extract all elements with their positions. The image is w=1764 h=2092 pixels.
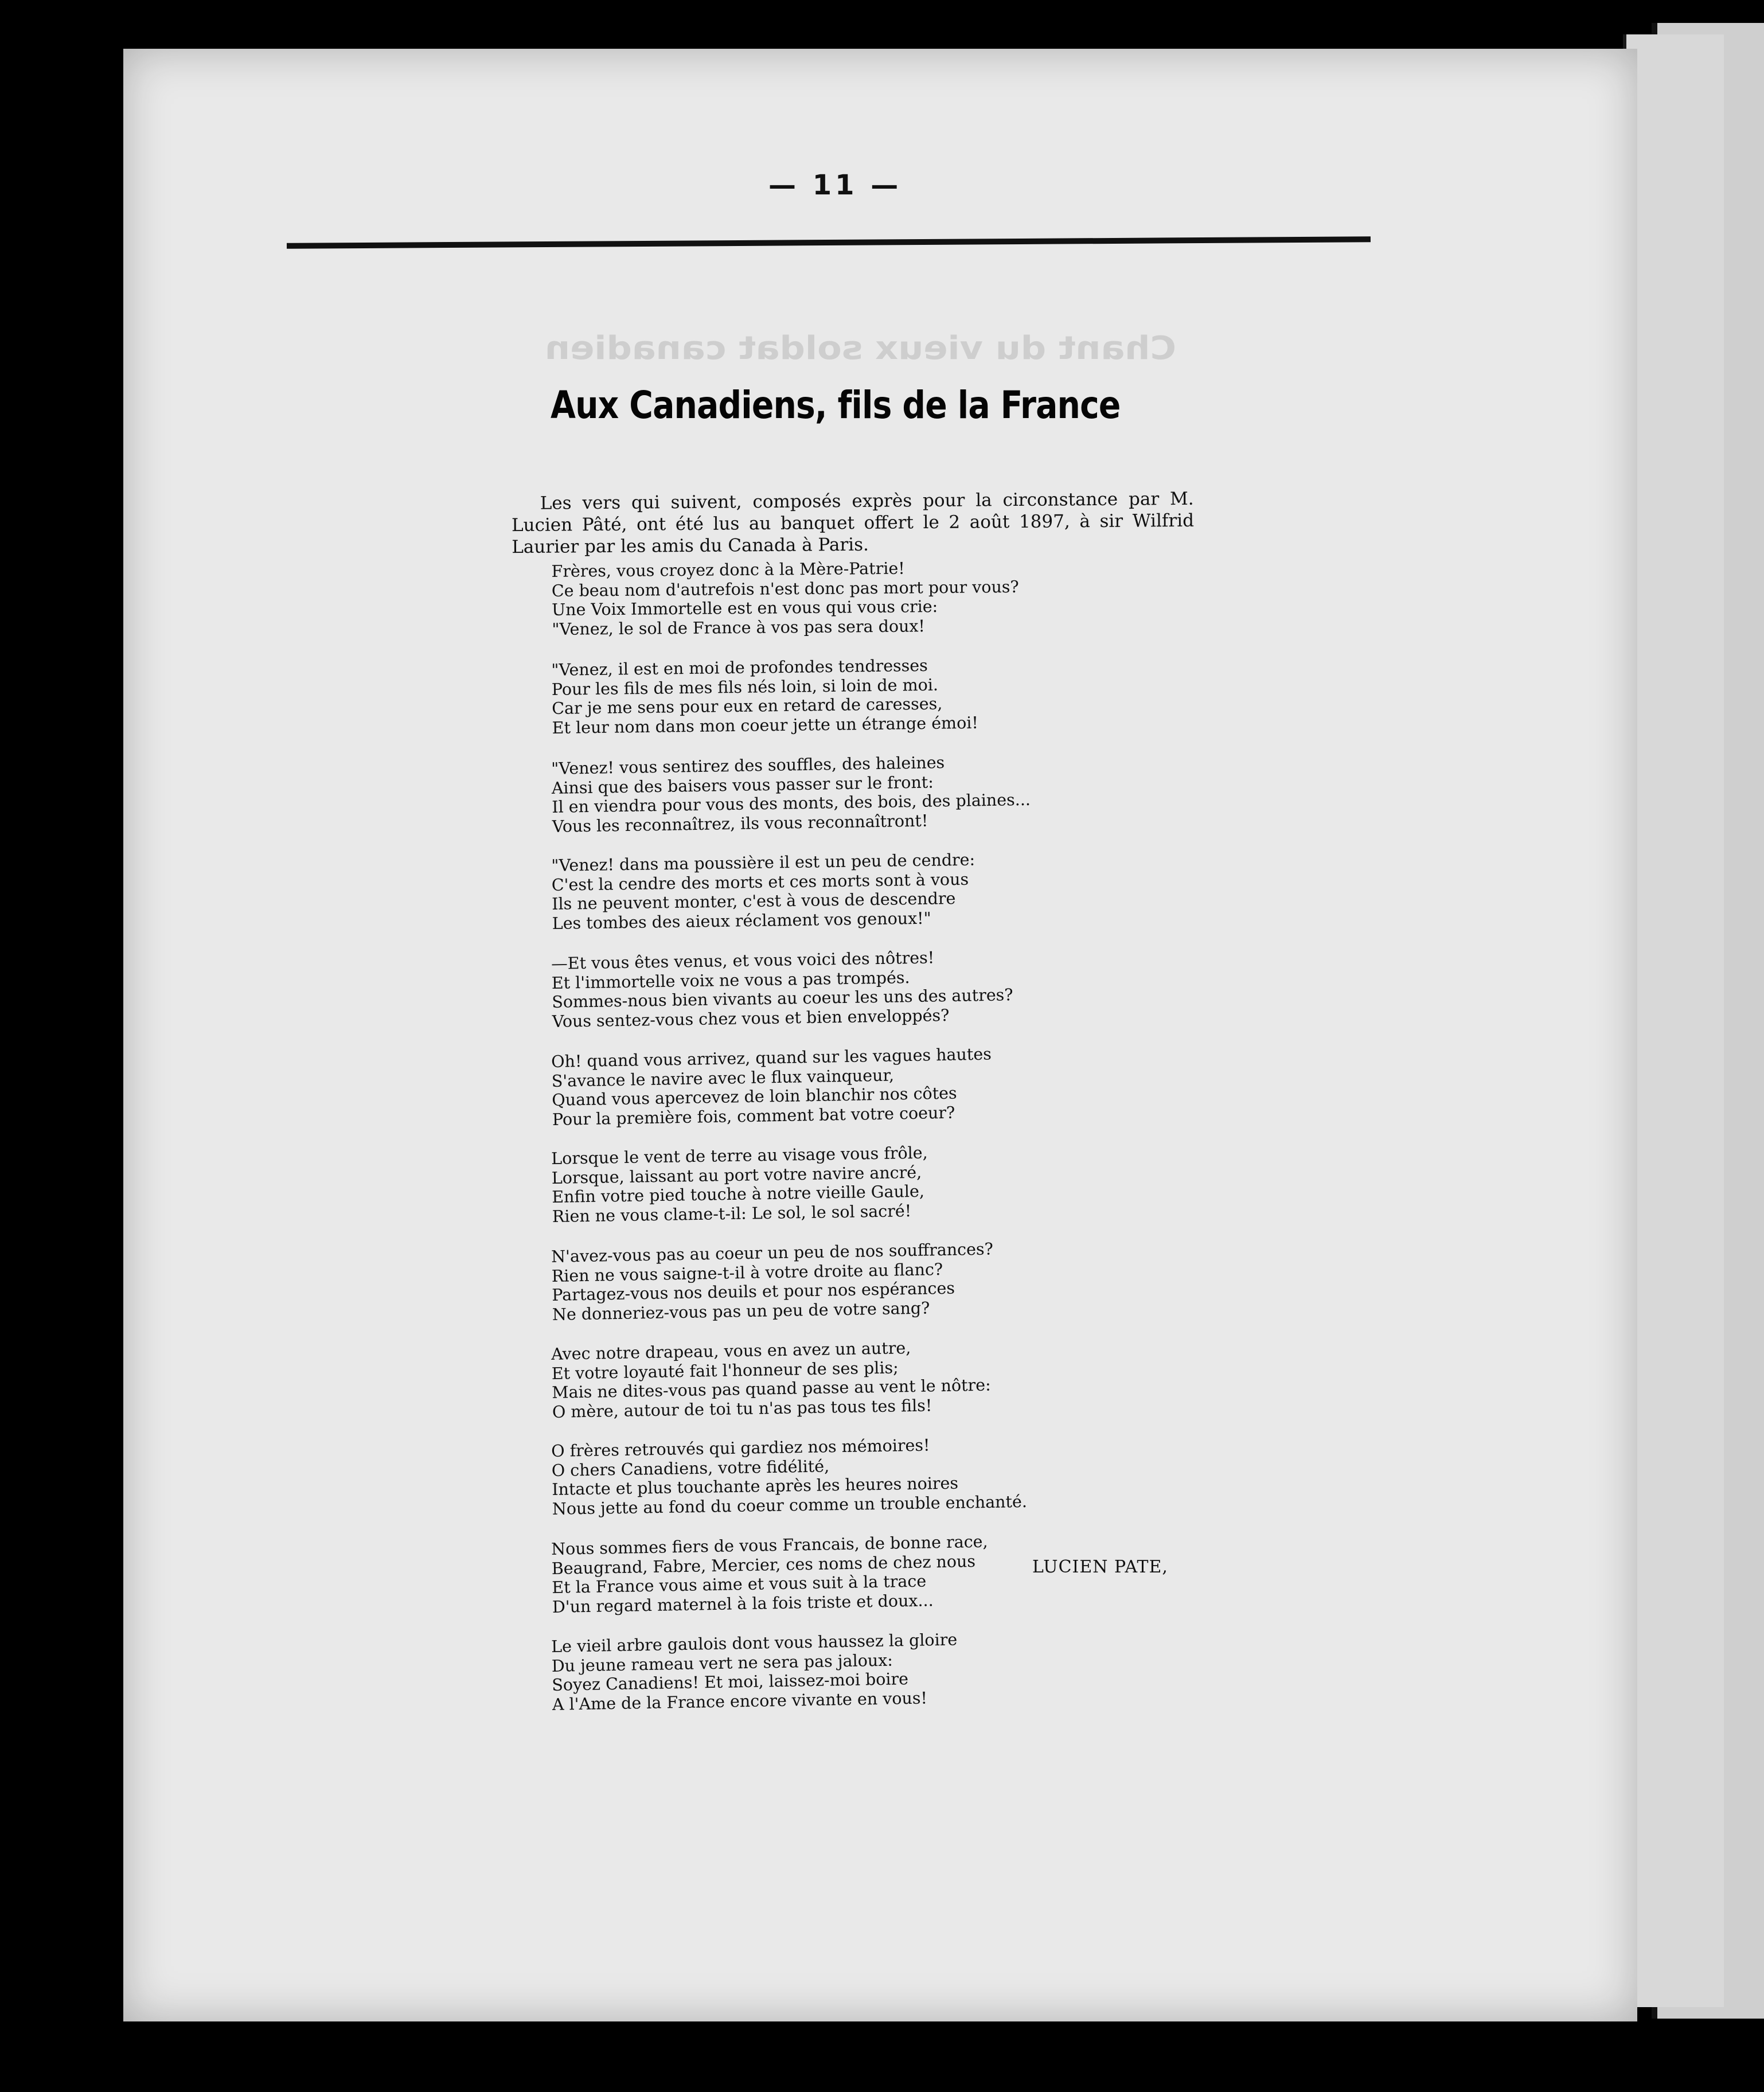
stanza xyxy=(551,1041,1206,1129)
poem-line: Oh! quand vous arrivez, quand sur les vagues hautes xyxy=(551,1044,992,1071)
poem-line: "Venez! vous sentirez des souffles, des haleines xyxy=(551,753,945,778)
poem-body xyxy=(552,559,1205,1729)
poem-line: Vous les reconnaîtrez, ils vous reconnaîtront! xyxy=(552,811,928,836)
poem-line: Avec notre drapeau, vous en avez un autre, xyxy=(551,1338,911,1364)
poem-line: Nous jette au fond du coeur comme un trouble enchanté. xyxy=(552,1492,1028,1519)
poem-line: N'avez-vous pas au coeur un peu de nos souffrances? xyxy=(551,1239,994,1266)
poem-line: Ainsi que des baisers vous passer sur le front: xyxy=(551,772,934,798)
poem-line: Et votre loyauté fait l'honneur de ses plis; xyxy=(551,1357,899,1383)
poem-line: D'un regard maternel à la fois triste et doux... xyxy=(552,1590,934,1617)
stanza xyxy=(551,1626,1206,1714)
stanza xyxy=(551,1139,1206,1226)
poem-line: Ils ne peuvent monter, c'est à vous de descendre xyxy=(552,889,956,914)
poem-line: Une Voix Immortelle est en vous qui vous crie: xyxy=(552,597,938,619)
poem-line: "Venez! dans ma poussière il est un peu de cendre: xyxy=(551,850,975,875)
poem-line: Ce beau nom d'autrefois n'est donc pas mort pour vous? xyxy=(551,577,1019,600)
poem-line: Soyez Canadiens! Et moi, laissez-moi boire xyxy=(552,1669,909,1695)
stanza xyxy=(551,653,1206,737)
intro-paragraph: Les vers qui suivent, composés exprès pour la circonstance par M. Lucien Pâté, ont été lus au banquet offert le 2 août 1897, à sir Wilfrid Laurier par les amis du Canada à Paris. xyxy=(511,488,1195,558)
poem-line: O chers Canadiens, votre fidélité, xyxy=(551,1456,830,1480)
poem-line: Intacte et plus touchante après les heures noires xyxy=(552,1473,959,1499)
poem-line: Lorsque le vent de terre au visage vous frôle, xyxy=(551,1143,928,1168)
poem-line: Et leur nom dans mon coeur jette un étrange émoi! xyxy=(552,713,979,737)
poem-line: Beaugrand, Fabre, Mercier, ces noms de chez nous xyxy=(551,1551,976,1578)
bleed-through-title: Chant du vieux soldat canadien xyxy=(545,329,1176,367)
poem-line: Et la France vous aime et vous suit à la trace xyxy=(552,1571,927,1597)
poem-line: Vous sentez-vous chez vous et bien enveloppés? xyxy=(552,1005,950,1031)
poem-line: Enfin votre pied touche à notre vieille Gaule, xyxy=(552,1181,925,1207)
poem-line: A l'Ame de la France encore vivante en vous! xyxy=(552,1688,928,1714)
stanza xyxy=(551,749,1206,836)
poem-line: Du jeune rameau vert ne sera pas jaloux: xyxy=(551,1650,893,1676)
poem-line: "Venez, le sol de France à vos pas sera doux! xyxy=(552,616,926,639)
stanza xyxy=(551,847,1206,933)
poem-line: Pour les fils de mes fils nés loin, si loin de moi. xyxy=(551,675,939,699)
poem-line: Car je me sens pour eux en retard de caresses, xyxy=(552,694,943,718)
poem-line: Rien ne vous saigne-t-il à votre droite au flanc? xyxy=(551,1259,943,1286)
poem-line: —Et vous êtes venus, et vous voici des nôtres! xyxy=(551,948,935,973)
stanza xyxy=(551,1236,1206,1324)
poem-line: Pour la première fois, comment bat votre coeur? xyxy=(552,1103,955,1129)
poem-line: Sommes-nous bien vivants au coeur les uns des autres? xyxy=(552,985,1013,1012)
poem-line: Et l'immortelle voix ne vous a pas trompés. xyxy=(551,967,910,993)
author-signature: LUCIEN PATE, xyxy=(1032,1557,1168,1577)
stanza xyxy=(551,556,1205,639)
poem-line: Partagez-vous nos deuils et pour nos espérances xyxy=(552,1278,955,1305)
poem-line: Les tombes des aieux réclament vos genoux!" xyxy=(552,908,931,933)
poem-line: Frères, vous croyez donc à la Mère-Patrie! xyxy=(551,559,905,581)
stanza xyxy=(551,1333,1206,1422)
poem-line: Quand vous apercevez de loin blanchir nos côtes xyxy=(552,1083,957,1110)
stanza xyxy=(551,944,1206,1031)
poem-line: Nous sommes fiers de vous Francais, de bonne race, xyxy=(551,1532,988,1559)
poem-line: Lorsque, laissant au port votre navire ancré, xyxy=(551,1162,922,1188)
poem-line: "Venez, il est en moi de profondes tendresses xyxy=(551,655,928,680)
poem-line: Il en viendra pour vous des monts, des bois, des plaines... xyxy=(552,790,1031,817)
poem-title: Aux Canadiens, fils de la France xyxy=(551,383,1121,427)
poem-line: Le vieil arbre gaulois dont vous haussez la gloire xyxy=(551,1630,958,1656)
poem-line: S'avance le navire avec le flux vainqueur, xyxy=(551,1065,895,1091)
poem-line: Ne donneriez-vous pas un peu de votre sang? xyxy=(552,1298,930,1324)
poem-line: Rien ne vous clame-t-il: Le sol, le sol sacré! xyxy=(552,1201,912,1226)
adjacent-page-edge xyxy=(1623,34,1724,2007)
poem-line: O mère, autour de toi tu n'as pas tous tes fils! xyxy=(552,1395,932,1422)
page-number: — 11 — xyxy=(768,169,902,201)
poem-line: Mais ne dites-vous pas quand passe au vent le nôtre: xyxy=(552,1375,991,1402)
poem-line: C'est la cendre des morts et ces morts sont à vous xyxy=(551,869,969,895)
poem-line: O frères retrouvés qui gardiez nos mémoires! xyxy=(551,1435,930,1461)
stanza xyxy=(551,1431,1206,1519)
